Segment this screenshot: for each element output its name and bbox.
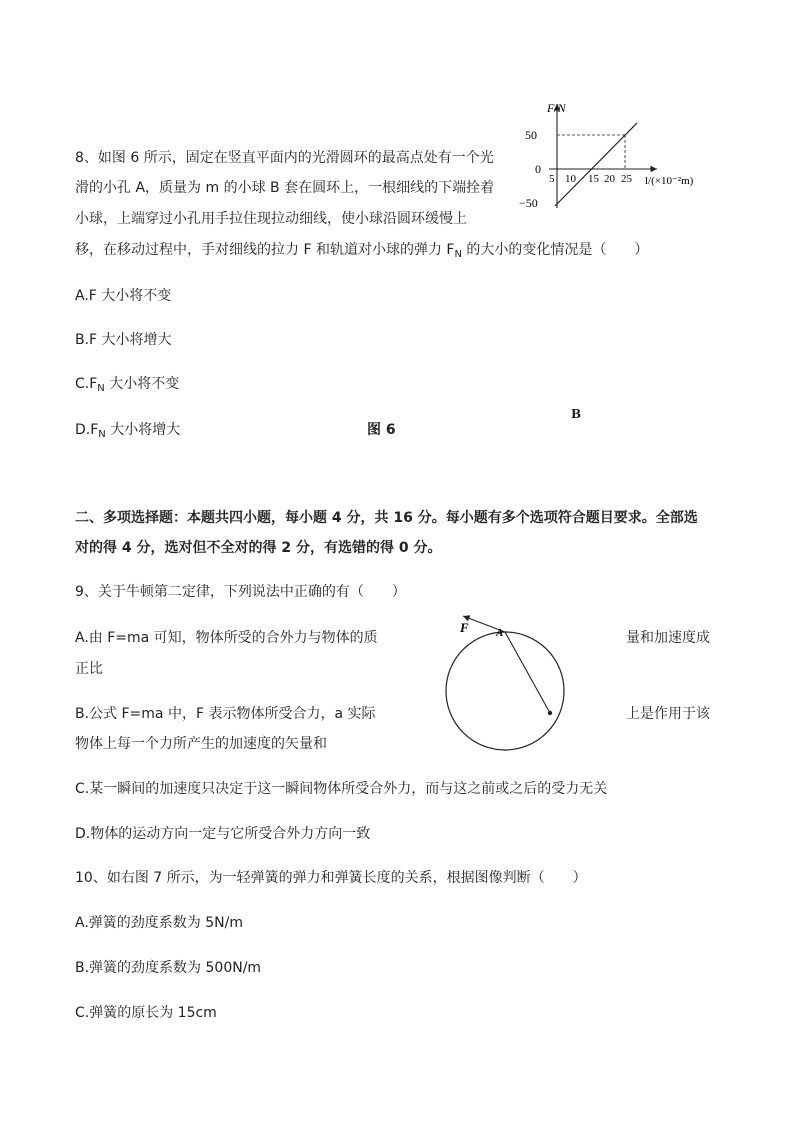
q8-option-c <box>75 374 179 394</box>
q9-option-b-left: B.公式 F=ma 中，F 表示物体所受合力，a 实际 <box>75 706 376 722</box>
stray-b-label: B <box>571 407 582 421</box>
graph-y-label: F/N <box>547 101 566 115</box>
q8-line-4-pre: 移，在移动过程中，手对细线的拉力 F 和轨道对小球的弹力 F <box>75 242 455 258</box>
graph-x-tick-15: 15 <box>588 173 599 185</box>
q8-option-c-sub: N <box>97 383 105 394</box>
section-2-header-line-2: 对的得 4 分，选对但不全对的得 2 分，有选错的得 0 分。 <box>75 540 442 556</box>
q9-stem: 9、关于牛顿第二定律，下列说法中正确的有（ ） <box>75 584 406 600</box>
graph-y-tick-50: 50 <box>525 128 537 142</box>
point-a-label: A <box>496 627 504 639</box>
spring-force-graph <box>515 98 715 213</box>
graph-force-line <box>555 123 637 206</box>
q8-line-4-post: 的大小的变化情况是（ ） <box>461 242 649 258</box>
q8-line-4 <box>75 240 648 260</box>
ring-circle <box>446 632 564 750</box>
graph-y-tick-neg50: −50 <box>519 196 538 210</box>
q8-line-4-sub: N <box>454 249 462 260</box>
graph-x-tick-20: 20 <box>604 173 615 185</box>
q9-option-d: D.物体的运动方向一定与它所受合外力方向一致 <box>75 826 371 842</box>
q10-stem: 10、如右图 7 所示，为一轻弹簧的弹力和弹簧长度的关系，根据图像判断（ ） <box>75 870 587 886</box>
q8-option-d-post: 大小将增大 <box>105 422 181 438</box>
q9-option-a-left: A.由 F=ma 可知，物体所受的合外力与物体的质 <box>75 630 378 646</box>
q8-option-b: B.F 大小将增大 <box>75 332 172 348</box>
q9-option-a-right: 量和加速度成 <box>626 630 710 646</box>
q8-option-a: A.F 大小将不变 <box>75 288 172 304</box>
force-label: F <box>460 620 469 635</box>
q8-line-2: 滑的小孔 A，质量为 m 的小球 B 套在圆环上，一根细线的下端拴着 <box>75 180 495 196</box>
graph-y-tick-0: 0 <box>535 162 541 176</box>
q8-option-d-sub: N <box>98 429 106 440</box>
ring-figure <box>440 608 620 768</box>
q8-option-c-post: 大小将不变 <box>104 376 180 392</box>
ball-b-dot <box>548 711 552 715</box>
section-2-header-line-1: 二、多项选择题：本题共四小题，每小题 4 分，共 16 分。每小题有多个选项符合题目要求。全部选 <box>75 510 698 526</box>
q8-line-1: 8、如图 6 所示，固定在竖直平面内的光滑圆环的最高点处有一个光 <box>75 150 494 166</box>
figure-6-label: 图 6 <box>367 422 396 438</box>
graph-x-tick-25: 25 <box>621 173 632 185</box>
q8-option-d <box>75 420 180 440</box>
q8-line-3: 小球，上端穿过小孔用手拉住现拉动细线，使小球沿圆环缓慢上 <box>75 211 467 227</box>
q9-option-b-right: 上是作用于该 <box>626 706 710 722</box>
q10-option-b: B.弹簧的劲度系数为 500N/m <box>75 960 262 976</box>
graph-x-tick-5: 5 <box>549 173 555 185</box>
q10-option-c: C.弹簧的原长为 15cm <box>75 1005 217 1021</box>
graph-x-tick-10: 10 <box>565 173 576 185</box>
thread-line <box>505 632 550 713</box>
q9-option-c: C.某一瞬间的加速度只决定于这一瞬间物体所受合外力，而与这之前或之后的受力无关 <box>75 781 608 797</box>
q10-option-a: A.弹簧的劲度系数为 5N/m <box>75 915 243 931</box>
graph-x-label: l/(×10⁻²m) <box>645 175 694 187</box>
q9-option-b-cont: 物体上每一个力所产生的加速度的矢量和 <box>75 736 327 752</box>
q8-option-d-pre: D.F <box>75 422 99 438</box>
q9-option-a-cont: 正比 <box>75 661 103 677</box>
q8-option-c-pre: C.F <box>75 376 98 392</box>
